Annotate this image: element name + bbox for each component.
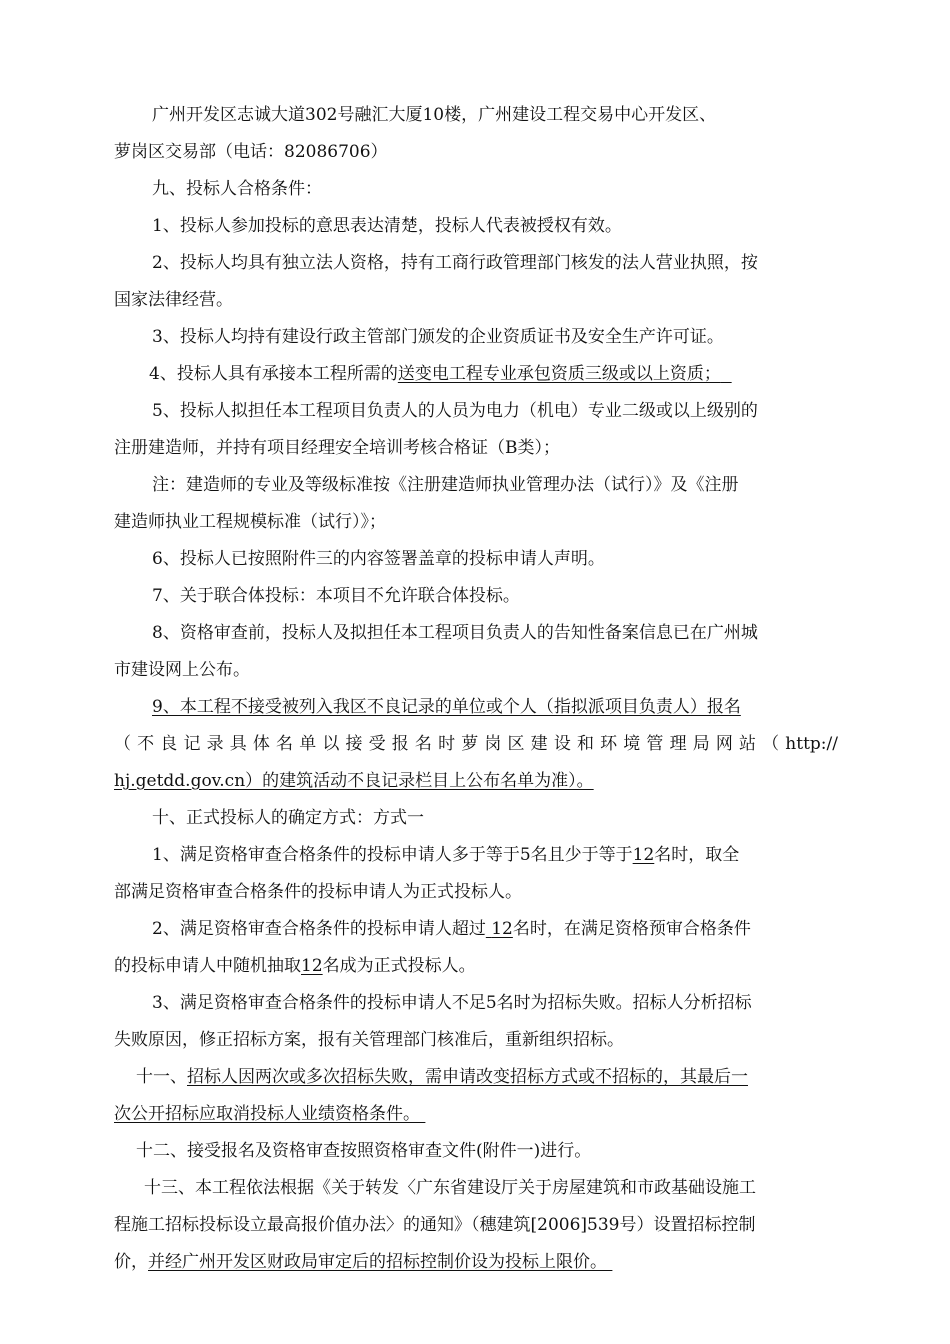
section-heading-11: 十一、 bbox=[136, 1067, 187, 1087]
note-line2: 建造师执业工程规模标准（试行）》； bbox=[114, 512, 386, 532]
method-2-text-a: 2、满足资格审查合格条件的投标申请人超过 bbox=[152, 919, 486, 939]
condition-4-text: 4、投标人具有承接本工程所需的 bbox=[149, 364, 398, 384]
section-11-text: 招标人因两次或多次招标失败，需申请改变招标方式或不招标的，其最后一 bbox=[187, 1067, 748, 1087]
condition-1: 1、投标人参加投标的意思表达清楚，投标人代表被授权有效。 bbox=[152, 216, 622, 236]
method-1-count: 12 bbox=[632, 845, 655, 865]
method-2-text-c: 名时，在满足资格预审合格条件 bbox=[512, 919, 751, 939]
section-heading-10: 十、正式投标人的确定方式：方式一 bbox=[152, 808, 424, 828]
note-line1: 注：建造师的专业及等级标准按《注册建造师执业管理办法（试行）》及《注册 bbox=[152, 475, 739, 495]
section-heading-9: 九、投标人合格条件： bbox=[152, 179, 322, 199]
method-2-line2-c: 名成为正式投标人。 bbox=[322, 956, 476, 976]
method-2-line2 bbox=[114, 955, 476, 977]
section-11-line2 bbox=[114, 1103, 425, 1125]
condition-6: 6、投标人已按照附件三的内容签署盖章的投标申请人声明。 bbox=[152, 549, 605, 569]
condition-7: 7、关于联合体投标：本项目不允许联合体投标。 bbox=[152, 586, 520, 606]
method-2-count: 12 bbox=[491, 919, 513, 939]
condition-5-line2: 注册建造师，并持有项目经理安全培训考核合格证（B类）； bbox=[114, 438, 560, 458]
condition-8-line1: 8、资格审查前，投标人及拟担任本工程项目负责人的告知性备案信息已在广州城 bbox=[152, 623, 758, 643]
section-11-line2-text: 次公开招标应取消投标人业绩资格条件。 bbox=[114, 1104, 420, 1124]
condition-9-line1: 9、本工程不接受被列入我区不良记录的单位或个人（指拟派项目负责人）报名 bbox=[152, 697, 741, 717]
address-line: 广州开发区志诚大道302号融汇大厦10楼，广州建设工程交易中心开发区、 bbox=[152, 105, 717, 125]
condition-8-line2: 市建设网上公布。 bbox=[114, 660, 250, 680]
method-3-line2: 失败原因，修正招标方案，报有关管理部门核准后，重新组织招标。 bbox=[114, 1030, 624, 1050]
section-13-line3 bbox=[114, 1251, 612, 1273]
condition-3: 3、投标人均持有建设行政主管部门颁发的企业资质证书及安全生产许可证。 bbox=[152, 327, 724, 347]
condition-4-qualification: 送变电工程专业承包资质三级或以上资质； bbox=[397, 364, 721, 384]
section-13-line3-a: 价， bbox=[114, 1252, 148, 1272]
method-2-draw-count: 12 bbox=[301, 956, 323, 976]
method-2-line2-a: 的投标申请人中随机抽取 bbox=[114, 956, 301, 976]
condition-5-line1: 5、投标人拟担任本工程项目负责人的人员为电力（机电）专业二级或以上级别的 bbox=[152, 401, 758, 421]
method-1-text-a: 1、满足资格审查合格条件的投标申请人多于等于5名且少于等于 bbox=[152, 845, 633, 865]
method-3-line1: 3、满足资格审查合格条件的投标申请人不足5名时为招标失败。招标人分析招标 bbox=[152, 993, 752, 1013]
section-13-line1: 十三、本工程依法根据《关于转发〈广东省建设厅关于房屋建筑和市政基础设施工 bbox=[144, 1178, 756, 1198]
condition-4 bbox=[149, 363, 732, 385]
section-12: 十二、接受报名及资格审查按照资格审查文件(附件一)进行。 bbox=[136, 1141, 592, 1161]
method-1-line2: 部满足资格审查合格条件的投标申请人为正式投标人。 bbox=[114, 882, 522, 902]
condition-9-line2-text: （不良记录具体名单以接受报名时萝岗区建设和环境管理局网站（http:// bbox=[114, 734, 838, 754]
condition-2-line2: 国家法律经营。 bbox=[114, 290, 233, 310]
section-13-line2: 程施工招标投标设立最高报价值办法〉的通知》（穗建筑[2006]539号）设置招标控制 bbox=[114, 1215, 756, 1235]
method-2-line1 bbox=[152, 918, 751, 940]
condition-9-line3: hj.getdd.gov.cn）的建筑活动不良记录栏目上公布名单为准）。 bbox=[114, 771, 594, 791]
address-phone-line: 萝岗区交易部（电话：82086706） bbox=[114, 142, 388, 162]
condition-2-line1: 2、投标人均具有独立法人资格，持有工商行政管理部门核发的法人营业执照，按 bbox=[152, 253, 758, 273]
condition-9-line2 bbox=[114, 733, 838, 755]
section-13-underlined: 并经广州开发区财政局审定后的招标控制价设为投标上限价。 bbox=[148, 1252, 607, 1272]
method-1-text-c: 名时，取全 bbox=[654, 845, 740, 865]
method-1-line1 bbox=[152, 844, 739, 866]
section-11-line1 bbox=[136, 1066, 748, 1088]
